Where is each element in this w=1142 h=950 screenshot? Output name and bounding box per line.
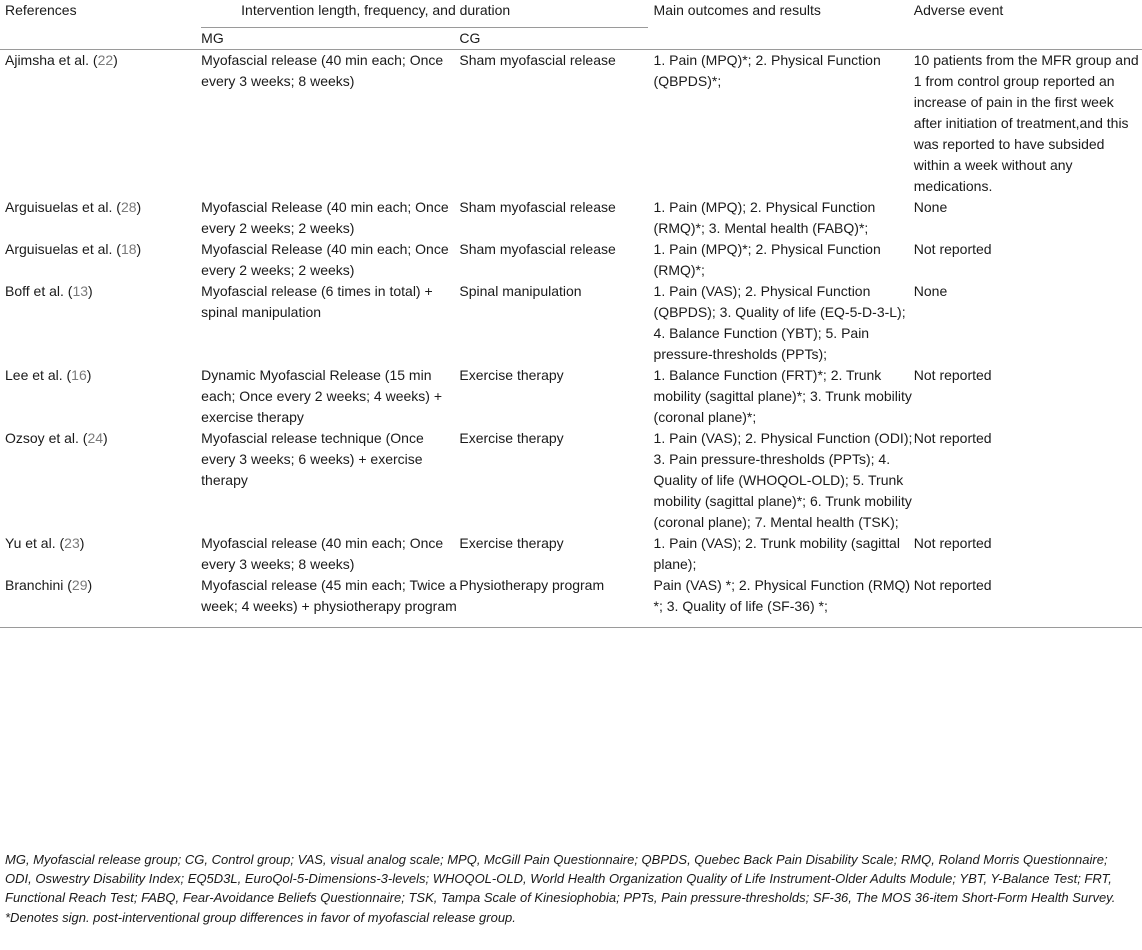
header-intervention [201,0,653,28]
header-mg: MG [201,30,224,46]
header-references: References [5,2,77,18]
header-cg: CG [459,30,481,46]
table-row [0,533,1142,575]
cell-adverse: Not reported [913,241,992,257]
table-row [0,281,1142,365]
table-row [0,50,1142,198]
cell-adverse: Not reported [914,575,1142,628]
citation-link[interactable]: 28 [120,199,137,215]
cell-adverse: 10 patients from the MFR group and 1 from control group reported an increase of pain in the first week after initiation of treatment,and this was reported to have subsided within a week without any medications. [913,52,1139,194]
cell-adverse: None [913,283,948,299]
citation-link[interactable]: 13 [72,283,89,299]
cell-adverse: Not reported [913,367,992,383]
header-intervention-label: Intervention length, frequency, and duration [241,2,511,18]
cell-mg: Myofascial Release (40 min each; Once every 2 weeks; 2 weeks) [201,241,449,278]
cell-mg: Myofascial release (6 times in total) + spinal manipulation [201,283,433,320]
significance-note: *Denotes sign. post-interventional group differences in favor of myofascial release group. [5,910,516,925]
header-outcomes: Main outcomes and results [653,2,821,18]
citation-link[interactable]: 16 [71,367,87,383]
cell-cg: Sham myofascial release [459,199,616,215]
cell-outcomes: 1. Balance Function (FRT)*; 2. Trunk mobility (sagittal plane)*; 3. Trunk mobility (coronal plane)*; [653,367,912,425]
cell-reference: Arguisuelas et al. (18) [5,241,142,257]
citation-link[interactable]: 18 [120,241,137,257]
cell-adverse: None [913,199,948,215]
cell-outcomes: Pain (VAS) *; 2. Physical Function (RMQ) *; 3. Quality of life (SF-36) *; [654,575,914,628]
cell-mg: Myofascial release technique (Once every 3 weeks; 6 weeks) + exercise therapy [201,430,424,488]
cell-mg: Myofascial release (45 min each; Twice a week; 4 weeks) + physiotherapy program [201,575,459,628]
cell-outcomes: 1. Pain (VAS); 2. Physical Function (ODI); 3. Pain pressure-thresholds (PPTs); 4. Quality of life (WHOQOL-OLD); 5. Trunk mobility (sagittal plane)*; 6. Trunk mobility (coronal plane); 7. Mental health (TSK); [653,430,913,530]
table-footnotes [5,850,1137,927]
table-row [0,428,1142,533]
cell-reference: Branchini (29) [0,575,201,628]
cell-cg: Spinal manipulation [459,283,582,299]
citation-link[interactable]: 29 [71,577,88,593]
cell-reference: Ajimsha et al. (22) [5,52,118,68]
cell-outcomes: 1. Pain (MPQ)*; 2. Physical Function (RMQ)*; [653,241,881,278]
cell-outcomes: 1. Pain (VAS); 2. Physical Function (QBPDS); 3. Quality of life (EQ-5-D-3-L); 4. Balance Function (YBT); 5. Pain pressure-thresholds (PPTs); [653,283,906,362]
cell-mg: Myofascial release (40 min each; Once every 3 weeks; 8 weeks) [201,535,444,572]
table-row [0,197,1142,239]
cell-reference: Yu et al. (23) [5,535,85,551]
cell-adverse: Not reported [913,430,992,446]
citation-link[interactable]: 24 [87,430,104,446]
citation-link[interactable]: 22 [97,52,114,68]
cell-reference: Boff et al. (13) [5,283,93,299]
cell-cg: Sham myofascial release [459,52,616,68]
cell-outcomes: 1. Pain (VAS); 2. Trunk mobility (sagittal plane); [653,535,900,572]
cell-cg: Physiotherapy program [459,575,653,628]
table-row [0,575,1142,628]
cell-outcomes: 1. Pain (MPQ)*; 2. Physical Function (QBPDS)*; [653,52,881,89]
citation-link[interactable]: 23 [64,535,80,551]
cell-adverse: Not reported [913,535,992,551]
cell-mg: Dynamic Myofascial Release (15 min each; Once every 2 weeks; 4 weeks) + exercise therapy [201,367,443,425]
cell-cg: Exercise therapy [459,367,564,383]
table-row [0,239,1142,281]
cell-cg: Sham myofascial release [459,241,616,257]
cell-reference: Lee et al. (16) [5,367,92,383]
table-row [0,365,1142,428]
cell-cg: Exercise therapy [459,535,564,551]
cell-cg: Exercise therapy [459,430,564,446]
cell-reference: Ozsoy et al. (24) [5,430,108,446]
header-adverse: Adverse event [913,2,1004,18]
cell-reference: Arguisuelas et al. (28) [5,199,142,215]
cell-outcomes: 1. Pain (MPQ); 2. Physical Function (RMQ)*; 3. Mental health (FABQ)*; [653,199,876,236]
cell-mg: Myofascial Release (40 min each; Once every 2 weeks; 2 weeks) [201,199,449,236]
abbreviations-note: MG, Myofascial release group; CG, Control group; VAS, visual analog scale; MPQ, McGill Pain Questionnaire; QBPDS, Quebec Back Pain Disability Scale; RMQ, Roland Morris Questionnaire; ODI, Oswestry Disability Index; EQ5D3L, EuroQol-5-Dimensions-3-levels; WHOQOL-OLD, World Health Organization Quality of Life Instrument-Older Adults Module; YBT, Y-Balance Test; FRT, Functional Reach Test; FABQ, Fear-Avoidance Beliefs Questionnaire; TSK, Tampa Scale of Kinesiophobia; PPTs, Pain pressure-thresholds; SF-36, The MOS 36-item Short-Form Health Survey. [5,852,1116,905]
cell-mg: Myofascial release (40 min each; Once every 3 weeks; 8 weeks) [201,52,444,89]
